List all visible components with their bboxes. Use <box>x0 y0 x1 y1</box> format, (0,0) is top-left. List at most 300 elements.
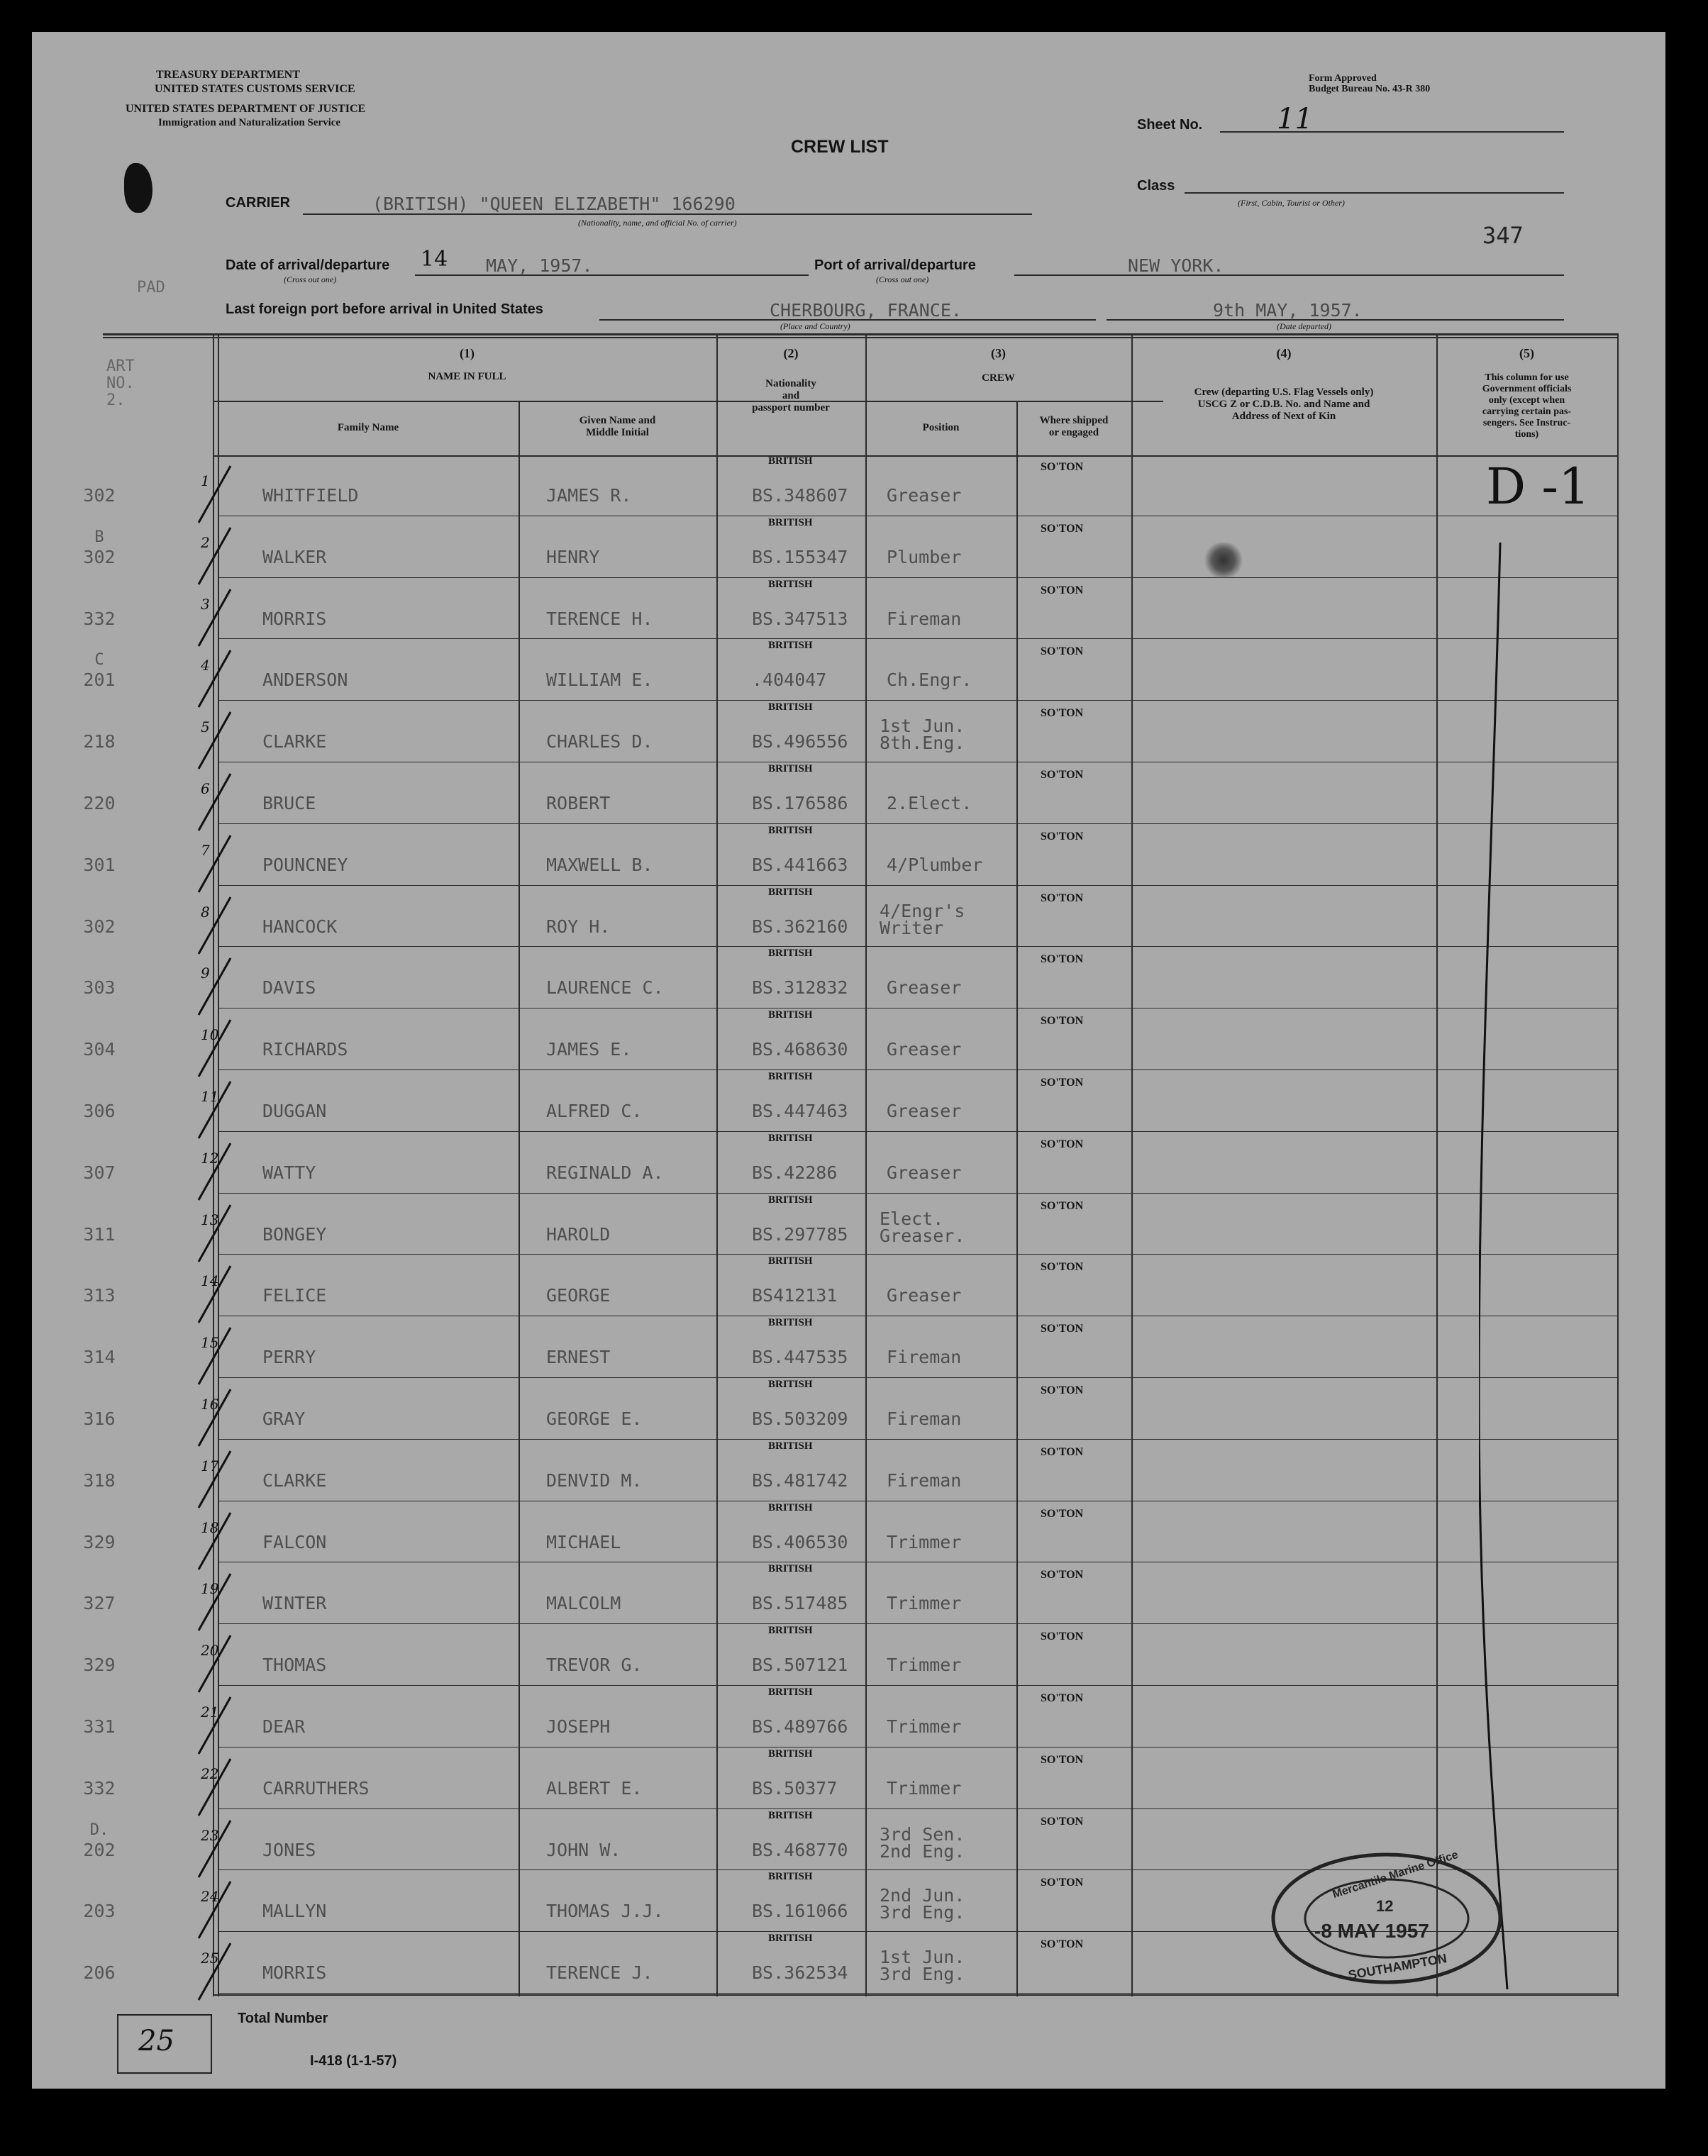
row-rule <box>218 1254 1617 1255</box>
table-row <box>32 701 1665 763</box>
row-rule <box>218 1131 1617 1132</box>
given-name: TERENCE J. <box>546 1962 653 1984</box>
budget-bureau: Budget Bureau No. 43-R 380 <box>1309 84 1431 94</box>
position: Fireman <box>887 1408 962 1429</box>
art-prefix: C <box>94 651 104 669</box>
table-row <box>32 1133 1665 1194</box>
nationality: BRITISH <box>768 763 813 774</box>
table-row <box>32 825 1665 887</box>
passport-number: BS.468630 <box>752 1039 848 1060</box>
given-name: TREVOR G. <box>546 1655 643 1676</box>
passport-number: BS.496556 <box>752 731 848 752</box>
art-number: 218 <box>83 731 116 752</box>
table-row <box>32 1625 1665 1687</box>
where-shipped: SO'TON <box>1041 1692 1084 1704</box>
family-name: FELICE <box>262 1285 327 1306</box>
where-shipped: SO'TON <box>1041 645 1084 658</box>
position: 4/Engr's <box>880 900 965 921</box>
family-name: FALCON <box>262 1531 327 1552</box>
class-label: Class <box>1137 178 1175 194</box>
place-hint: (Place and Country) <box>780 321 850 331</box>
header-col5-num: (5) <box>1519 346 1534 360</box>
row-number: 1 <box>201 472 210 489</box>
table-row <box>32 455 1665 517</box>
nationality: BRITISH <box>768 1194 813 1206</box>
passport-number: BS.441663 <box>752 854 848 875</box>
date-day: 14 <box>421 247 448 272</box>
given-name: WILLIAM E. <box>546 669 653 691</box>
where-shipped: SO'TON <box>1041 1261 1084 1274</box>
nationality: BRITISH <box>768 1625 813 1637</box>
family-name: WATTY <box>262 1162 316 1183</box>
form-number: I-418 (1-1-57) <box>310 2053 397 2069</box>
position: Fireman <box>887 1469 962 1491</box>
passport-number: BS.517485 <box>752 1593 848 1614</box>
art-number: 311 <box>83 1223 116 1245</box>
family-name: WALKER <box>262 546 327 567</box>
header-col4-num: (4) <box>1276 346 1292 360</box>
art-number: 331 <box>83 1716 116 1737</box>
row-number: 25 <box>201 1950 219 1967</box>
where-shipped: SO'TON <box>1041 891 1084 904</box>
row-rule <box>218 946 1617 947</box>
passport-number: .404047 <box>752 669 827 691</box>
row-rule <box>218 1439 1617 1440</box>
row-number: 3 <box>201 595 210 613</box>
family-name: CLARKE <box>262 1469 327 1491</box>
position: 2nd Jun. <box>880 1885 965 1906</box>
given-name: JAMES E. <box>546 1039 632 1060</box>
table-row <box>32 1748 1665 1810</box>
row-rule <box>218 1685 1617 1686</box>
port-value: NEW YORK. <box>1128 255 1224 276</box>
passport-number: BS.362534 <box>752 1962 848 1984</box>
where-shipped: SO'TON <box>1041 1445 1084 1458</box>
passport-number: BS.155347 <box>752 546 848 567</box>
carrier-label: CARRIER <box>226 195 291 211</box>
passport-number: BS.42286 <box>752 1162 838 1183</box>
given-name: HENRY <box>546 546 600 567</box>
header-family-name: Family Name <box>337 422 399 433</box>
family-name: WINTER <box>262 1593 327 1614</box>
header-where-shipped: Where shipped or engaged <box>1039 415 1109 438</box>
given-name: MALCOLM <box>546 1593 621 1614</box>
position: 2.Elect. <box>887 793 972 813</box>
where-shipped: SO'TON <box>1041 1138 1084 1150</box>
row-number: 15 <box>201 1334 219 1352</box>
art-number: 201 <box>83 669 116 691</box>
nationality: BRITISH <box>768 1809 813 1821</box>
position: Trimmer <box>887 1531 962 1552</box>
family-name: WHITFIELD <box>262 485 359 506</box>
given-name: TERENCE H. <box>546 608 653 629</box>
passport-number: BS.447463 <box>752 1101 848 1121</box>
given-name: THOMAS J.J. <box>546 1901 664 1922</box>
where-shipped: SO'TON <box>1041 1877 1084 1889</box>
header-position: Position <box>922 422 960 433</box>
art-number: 329 <box>83 1531 116 1552</box>
check-slash-mark <box>192 1940 248 2004</box>
nationality: BRITISH <box>768 1255 813 1267</box>
given-name: JOSEPH <box>546 1716 611 1737</box>
date-underline <box>415 274 809 276</box>
table-row <box>32 1009 1665 1071</box>
art-number: 327 <box>83 1593 116 1614</box>
table-row <box>32 1563 1665 1625</box>
given-name: MAXWELL B. <box>546 854 653 875</box>
given-name: ALBERT E. <box>546 1777 643 1799</box>
row-number: 2 <box>201 533 210 551</box>
art-number: 202 <box>83 1839 116 1860</box>
family-name: THOMAS <box>262 1655 327 1676</box>
nationality: BRITISH <box>768 516 813 528</box>
passport-number: BS412131 <box>752 1285 838 1306</box>
art-number: 307 <box>83 1162 116 1183</box>
family-name: CLARKE <box>262 731 327 752</box>
art-number: 302 <box>83 546 116 567</box>
where-shipped: SO'TON <box>1041 1323 1084 1335</box>
nationality: BRITISH <box>768 455 813 467</box>
date-departed-underline <box>1107 319 1564 321</box>
position: Greaser <box>887 1162 962 1183</box>
given-name: DENVID M. <box>546 1469 643 1491</box>
where-shipped: SO'TON <box>1041 1199 1084 1212</box>
nationality: BRITISH <box>768 1687 813 1698</box>
nationality: BRITISH <box>768 1379 813 1390</box>
header-nationality: Nationality and passport number <box>752 378 830 413</box>
header-col2-num: (2) <box>783 346 799 360</box>
carrier-value: (BRITISH) "QUEEN ELIZABETH" 166290 <box>372 194 736 214</box>
where-shipped: SO'TON <box>1041 1815 1084 1828</box>
nationality: BRITISH <box>768 824 813 836</box>
position-line-2: 2nd Eng. <box>880 1840 965 1862</box>
carrier-hint: (Nationality, name, and official No. of carrier) <box>578 218 737 228</box>
where-shipped: SO'TON <box>1041 584 1084 596</box>
page-number: 347 <box>1482 222 1524 249</box>
where-shipped: SO'TON <box>1041 1938 1084 1951</box>
total-value: 25 <box>138 2025 174 2057</box>
row-number: 17 <box>201 1457 219 1474</box>
row-rule <box>218 1623 1617 1624</box>
agency-customs: UNITED STATES CUSTOMS SERVICE <box>155 83 355 95</box>
given-name: MICHAEL <box>546 1531 621 1552</box>
family-name: PERRY <box>262 1347 316 1368</box>
table-row <box>32 948 1665 1009</box>
art-number: 332 <box>83 1777 116 1799</box>
row-number: 16 <box>201 1396 219 1413</box>
pad-mark: PAD <box>137 279 165 296</box>
where-shipped: SO'TON <box>1041 1384 1084 1396</box>
passport-number: BS.447535 <box>752 1347 848 1368</box>
header-name-in-full: NAME IN FULL <box>428 371 506 382</box>
family-name: CARRUTHERS <box>262 1777 370 1799</box>
where-shipped: SO'TON <box>1041 769 1084 781</box>
position: Trimmer <box>887 1655 962 1676</box>
position: Greaser <box>887 1039 962 1060</box>
position: Greaser <box>887 1101 962 1121</box>
row-rule <box>218 700 1617 701</box>
where-shipped: SO'TON <box>1041 1753 1084 1766</box>
last-port-underline <box>599 319 1096 321</box>
nationality: BRITISH <box>768 578 813 590</box>
art-number: 306 <box>83 1101 116 1121</box>
nationality: BRITISH <box>768 1440 813 1452</box>
table-row <box>32 517 1665 579</box>
art-number: 332 <box>83 608 116 629</box>
table-row <box>32 1502 1665 1564</box>
position: Elect. <box>880 1208 944 1229</box>
art-number: 318 <box>83 1469 116 1491</box>
row-number: 7 <box>201 841 210 859</box>
table-top-rule-2 <box>103 337 1617 338</box>
art-prefix: D. <box>89 1821 109 1839</box>
passport-number: BS.297785 <box>752 1223 848 1245</box>
table-row <box>32 1255 1665 1317</box>
family-name: MORRIS <box>262 608 327 629</box>
family-name: POUNCNEY <box>262 854 348 875</box>
margin-line <box>1479 543 1536 1996</box>
table-row <box>32 1071 1665 1133</box>
given-name: ROY H. <box>546 916 611 937</box>
position-line-2: Writer <box>880 917 944 938</box>
position: 1st Jun. <box>880 1947 965 1968</box>
position-line-2: Greaser. <box>880 1225 965 1246</box>
passport-number: BS.503209 <box>752 1408 848 1429</box>
row-number: 9 <box>201 965 210 982</box>
family-name: DAVIS <box>262 977 316 999</box>
where-shipped: SO'TON <box>1041 522 1084 535</box>
passport-number: BS.312832 <box>752 977 848 999</box>
sheet-number: 11 <box>1277 103 1313 135</box>
row-number: 18 <box>201 1518 219 1536</box>
given-name: ALFRED C. <box>546 1101 643 1121</box>
passport-number: BS.468770 <box>752 1839 848 1860</box>
agency-treasury: TREASURY DEPARTMENT <box>156 69 300 81</box>
art-number: 302 <box>83 916 116 937</box>
family-name: BRUCE <box>262 793 316 813</box>
nationality: BRITISH <box>768 1871 813 1883</box>
nationality: BRITISH <box>768 886 813 898</box>
position: Trimmer <box>887 1593 962 1614</box>
form-approved: Form Approved <box>1309 73 1377 84</box>
passport-number: BS.348607 <box>752 485 848 506</box>
family-name: GRAY <box>262 1408 306 1429</box>
port-underline <box>1014 274 1564 276</box>
row-number: 4 <box>201 657 210 674</box>
header-col3-num: (3) <box>991 346 1006 360</box>
art-prefix: B <box>94 528 104 546</box>
nationality: BRITISH <box>768 1563 813 1575</box>
where-shipped: SO'TON <box>1041 707 1084 720</box>
row-number: 8 <box>201 903 210 921</box>
row-number: 6 <box>201 780 210 797</box>
row-rule <box>218 1993 1617 1994</box>
passport-number: BS.362160 <box>752 916 848 937</box>
table-row <box>32 887 1665 948</box>
class-underline <box>1185 192 1564 194</box>
where-shipped: SO'TON <box>1041 1507 1084 1520</box>
row-rule <box>218 1193 1617 1194</box>
row-rule <box>218 1808 1617 1809</box>
row-rule <box>218 577 1617 578</box>
position: Greaser <box>887 1285 962 1306</box>
passport-number: BS.406530 <box>752 1531 848 1552</box>
header-col1-num: (1) <box>460 346 475 360</box>
row-number: 20 <box>201 1642 219 1660</box>
table-top-rule <box>103 333 1617 335</box>
family-name: MORRIS <box>262 1962 327 1984</box>
family-name: BONGEY <box>262 1223 327 1245</box>
position-line-2: 3rd Eng. <box>880 1964 965 1985</box>
nationality: BRITISH <box>768 1933 813 1945</box>
position: 1st Jun. <box>880 716 965 737</box>
given-name: REGINALD A. <box>546 1162 664 1183</box>
position: 4/Plumber <box>887 854 983 875</box>
row-rule <box>218 1377 1617 1378</box>
family-name: DEAR <box>262 1716 306 1737</box>
stamp-top: Mercantile Marine Office <box>1331 1848 1460 1901</box>
position: Trimmer <box>887 1716 962 1737</box>
row-rule <box>218 638 1617 639</box>
row-number: 12 <box>201 1149 219 1167</box>
table-row <box>32 1194 1665 1256</box>
nationality: BRITISH <box>768 948 813 960</box>
where-shipped: SO'TON <box>1041 1569 1084 1582</box>
header-crew-note: Crew (departing U.S. Flag Vessels only) USCG Z or C.D.B. No. and Name and Address of Next of Kin <box>1194 387 1374 422</box>
row-rule <box>218 823 1617 824</box>
art-number: 220 <box>83 793 116 813</box>
agency-justice: UNITED STATES DEPARTMENT OF JUSTICE <box>126 103 366 115</box>
row-number: 21 <box>201 1704 219 1721</box>
table-row <box>32 640 1665 701</box>
row-number: 10 <box>201 1026 219 1044</box>
table-row <box>32 1379 1665 1440</box>
passport-number: BS.161066 <box>752 1901 848 1922</box>
date-label: Date of arrival/departure <box>226 257 390 273</box>
nationality: BRITISH <box>768 1501 813 1513</box>
position: Fireman <box>887 1347 962 1368</box>
passport-number: BS.50377 <box>752 1777 838 1799</box>
nationality: BRITISH <box>768 1747 813 1760</box>
position: Greaser <box>887 485 962 506</box>
passport-number: BS.176586 <box>752 793 848 813</box>
position: Fireman <box>887 608 962 629</box>
where-shipped: SO'TON <box>1041 1630 1084 1643</box>
stamp-bottom: SOUTHAMPTON <box>1347 1950 1448 1983</box>
given-name: ERNEST <box>546 1347 611 1368</box>
where-shipped: SO'TON <box>1041 461 1084 473</box>
row-number: 19 <box>201 1580 219 1598</box>
header-given-name: Given Name and Middle Initial <box>579 415 656 438</box>
family-name: ANDERSON <box>262 669 348 691</box>
table-row <box>32 763 1665 825</box>
given-name: HAROLD <box>546 1223 611 1245</box>
row-rule <box>218 885 1617 886</box>
page-title: CREW LIST <box>791 137 889 157</box>
art-number: 329 <box>83 1655 116 1676</box>
nationality: BRITISH <box>768 1132 813 1144</box>
port-label: Port of arrival/departure <box>814 257 976 273</box>
row-number: 24 <box>201 1888 219 1906</box>
art-number: 303 <box>83 977 116 999</box>
stamp-number: 12 <box>1376 1897 1394 1915</box>
nationality: BRITISH <box>768 1317 813 1329</box>
given-name: JOHN W. <box>546 1839 621 1860</box>
date-departed-hint: (Date departed) <box>1277 321 1331 331</box>
total-label: Total Number <box>238 2011 328 2026</box>
family-name: MALLYN <box>262 1901 327 1922</box>
nationality: BRITISH <box>768 1009 813 1021</box>
carrier-underline <box>303 213 1032 215</box>
table-row <box>32 579 1665 640</box>
stamp-date: -8 MAY 1957 <box>1314 1920 1429 1942</box>
position: Trimmer <box>887 1777 962 1799</box>
nationality: BRITISH <box>768 640 813 652</box>
position: 3rd Sen. <box>880 1823 965 1845</box>
art-number: 206 <box>83 1962 116 1984</box>
agency-immigration: Immigration and Naturalization Service <box>158 117 341 128</box>
date-rest: MAY, 1957. <box>486 255 593 276</box>
row-number: 11 <box>201 1088 219 1105</box>
table-row <box>32 1317 1665 1379</box>
header-gov-note: This column for use Government officials only (except when carrying certain pas- sengers. See Instruc- tions) <box>1482 372 1572 440</box>
table-row <box>32 1440 1665 1502</box>
passport-number: BS.489766 <box>752 1716 848 1737</box>
position-line-2: 8th.Eng. <box>880 733 965 754</box>
port-cross-out-hint: (Cross out one) <box>876 274 929 284</box>
sheet-underline <box>1220 131 1564 133</box>
given-name: LAURENCE C. <box>546 977 664 999</box>
smudge <box>1202 543 1245 578</box>
passport-number: BS.347513 <box>752 608 848 629</box>
art-number: 304 <box>83 1039 116 1060</box>
header-crew: CREW <box>982 372 1015 384</box>
position: Greaser <box>887 977 962 999</box>
where-shipped: SO'TON <box>1041 1015 1084 1028</box>
sheet-label: Sheet No. <box>1137 117 1203 133</box>
date-departed: 9th MAY, 1957. <box>1213 300 1363 321</box>
family-name: DUGGAN <box>262 1101 327 1121</box>
given-name: GEORGE E. <box>546 1408 643 1429</box>
margin-mark: D -1 <box>1486 457 1590 516</box>
position-line-2: 3rd Eng. <box>880 1902 965 1923</box>
where-shipped: SO'TON <box>1041 953 1084 966</box>
position: Ch.Engr. <box>887 669 972 691</box>
last-port-value: CHERBOURG, FRANCE. <box>770 300 962 321</box>
last-port-label: Last foreign port before arrival in United States <box>226 301 543 317</box>
art-number: 313 <box>83 1285 116 1306</box>
passport-number: BS.481742 <box>752 1469 848 1491</box>
row-rule <box>218 1069 1617 1070</box>
row-number: 22 <box>201 1765 219 1782</box>
given-name: CHARLES D. <box>546 731 653 752</box>
art-number: 302 <box>83 485 116 506</box>
art-number: 203 <box>83 1901 116 1922</box>
given-name: JAMES R. <box>546 485 632 506</box>
art-number: 301 <box>83 854 116 875</box>
row-number: 13 <box>201 1211 219 1228</box>
table-bottom-rule <box>213 1994 1617 1996</box>
family-name: RICHARDS <box>262 1039 348 1060</box>
where-shipped: SO'TON <box>1041 830 1084 843</box>
class-hint: (First, Cabin, Tourist or Other) <box>1238 198 1345 208</box>
art-number: 314 <box>83 1347 116 1368</box>
passport-number: BS.507121 <box>752 1655 848 1676</box>
subheader-rule <box>213 401 1163 402</box>
art-number: 316 <box>83 1408 116 1429</box>
date-cross-out-hint: (Cross out one) <box>284 274 337 284</box>
row-number: 23 <box>201 1826 219 1844</box>
